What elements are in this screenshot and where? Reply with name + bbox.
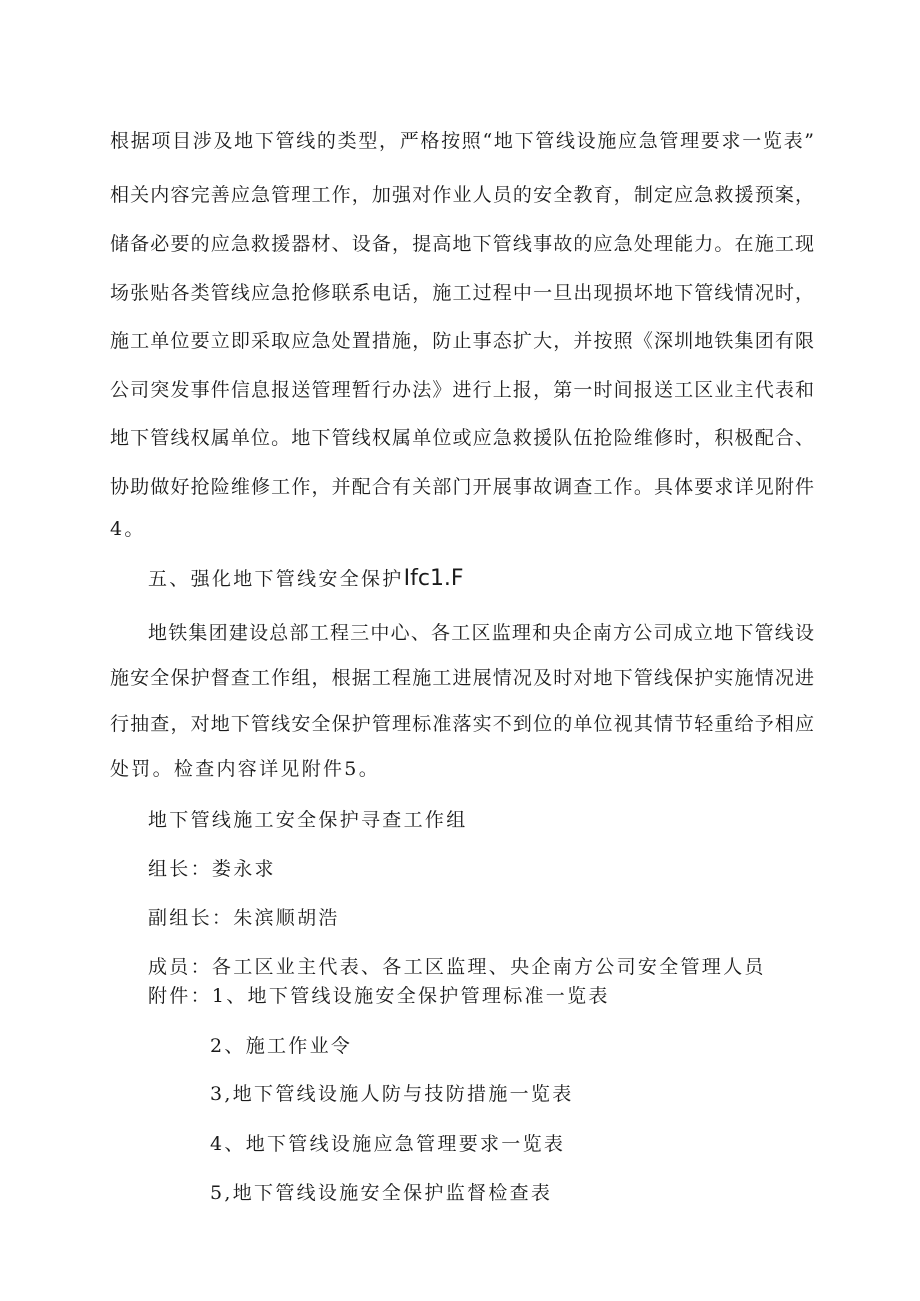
attachment-item: 5,地下管线设施安全保护监督检查表 [210,1182,553,1204]
paragraph-line: 地下管线权属单位。地下管线权属单位或应急救援队伍抢险维修时，积极配合、 [110,427,814,449]
group-members: 成员：各工区业主代表、各工区监理、央企南方公司安全管理人员 [148,956,766,978]
group-leader: 组长：娄永求 [148,858,276,880]
section-heading-text: 五、强化地下管线安全保护 [148,568,404,590]
paragraph-line: 公司突发事件信息报送管理暂行办法》进行上报，第一时间报送工区业主代表和 [110,379,814,401]
paragraph-line: 场张贴各类管线应急抢修联系电话，施工过程中一旦出现损坏地下管线情况时， [110,282,814,304]
section-heading-suffix: Ifc1.F [403,566,464,591]
section-heading [148,566,464,592]
attachment-item: 附件：1、地下管线设施安全保护管理标准一览表 [148,985,610,1007]
paragraph-line: 协助做好抢险维修工作，并配合有关部门开展事故调查工作。具体要求详见附件 [110,476,814,498]
paragraph-line: 相关内容完善应急管理工作，加强对作业人员的安全教育，制定应急救援预案， [110,184,814,206]
paragraph-line: 根据项目涉及地下管线的类型，严格按照“地下管线设施应急管理要求一览表” [110,130,814,152]
paragraph-line: 储备必要的应急救援器材、设备，提高地下管线事故的应急处理能力。在施工现 [110,233,814,255]
paragraph-line: 施工单位要立即采取应急处置措施，防止事态扩大，并按照《深圳地铁集团有限 [110,330,814,352]
attachment-item: 3,地下管线设施人防与技防措施一览表 [210,1083,574,1105]
paragraph-line: 施安全保护督查工作组，根据工程施工进展情况及时对地下管线保护实施情况进 [110,667,814,689]
paragraph-line: 行抽查，对地下管线安全保护管理标准落实不到位的单位视其情节轻重给予相应 [110,713,814,735]
attachment-item: 2、施工作业令 [210,1035,353,1057]
paragraph-line: 处罚。检查内容详见附件5。 [110,758,380,780]
attachment-item: 4、地下管线设施应急管理要求一览表 [210,1133,566,1155]
paragraph-line: 地铁集团建设总部工程三中心、各工区监理和央企南方公司成立地下管线设 [148,622,814,644]
group-title: 地下管线施工安全保护寻查工作组 [148,809,468,831]
paragraph-line: 4。 [110,518,146,540]
group-deputy: 副组长：朱滨顺胡浩 [148,907,340,929]
